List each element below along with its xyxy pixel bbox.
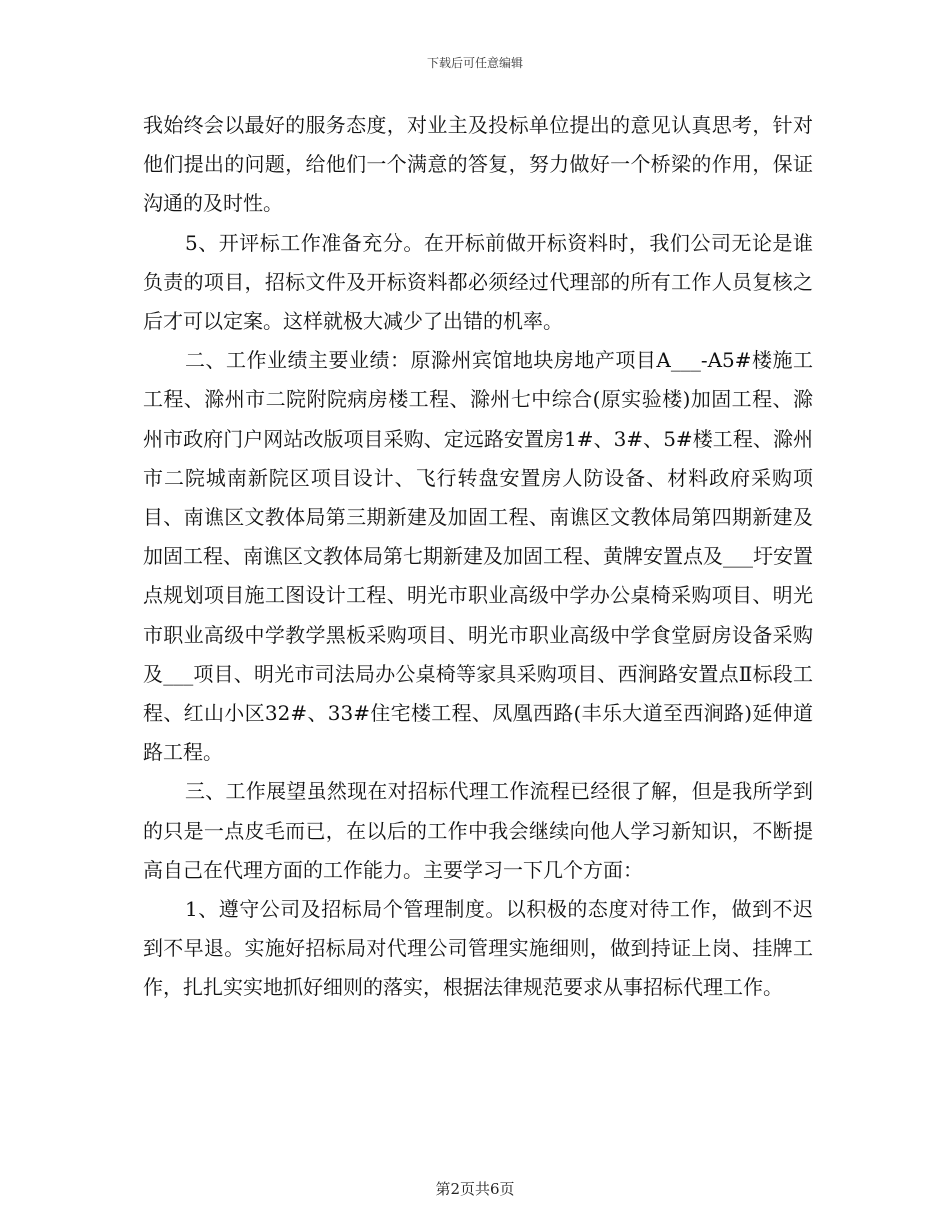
paragraph-comply-rules: 1、遵守公司及招标局个管理制度。以积极的态度对待工作，做到不迟到不早退。实施好招标局对代理公司管理实施细则，做到持证上岗、挂牌工作，扎扎实实地抓好细则的落实，根据法律规范要求从事招标代理工作。 xyxy=(143,897,813,1000)
paragraph-work-outlook: 三、工作展望虽然现在对招标代理工作流程已经很了解，但是我所学到的只是一点皮毛而已，在以后的工作中我会继续向他人学习新知识，不断提高自己在代理方面的工作能力。主要学习一下几个方面： xyxy=(143,779,813,882)
paragraph-bid-preparation: 5、开评标工作准备充分。在开标前做开标资料时，我们公司无论是谁负责的项目，招标文件及开标资料都必须经过代理部的所有工作人员复核之后才可以定案。这样就极大减少了出错的机率。 xyxy=(143,230,813,334)
page-footer: 第2页共6页 xyxy=(435,1180,515,1198)
paragraph-service-attitude: 我始终会以最好的服务态度，对业主及投标单位提出的意见认真思考，针对他们提出的问题，给他们一个满意的答复，努力做好一个桥梁的作用，保证沟通的及时性。 xyxy=(143,113,813,216)
page-header: 下载后可任意编辑 xyxy=(426,56,523,70)
paragraph-work-achievements: 二、工作业绩主要业绩：原滁州宾馆地块房地产项目A___-A5#楼施工工程、滁州市二院附院病房楼工程、滁州七中综合(原实验楼)加固工程、滁州市政府门户网站改版项目采购、定远路安置房1#、3#、5#楼工程、滁州市二院城南新院区项目设计、飞行转盘安置房人防设备、材料政府采购项目、南谯区文教体局第三期新建及加固工程、南谯区文教体局第四期新建及加固工程、南谯区文教体局第七期新建及加固工程、黄牌安置点及___圩安置点规划项目施工图设计工程、明光市职业高级中学办公桌椅采购项目、明光市职业高级中学教学黑板采购项目、明光市职业高级中学食堂厨房设备采购及___项目、明光市司法局办公桌椅等家具采购项目、西涧路安置点Ⅱ标段工程、红山小区32#、33#住宅楼工程、凤凰西路(丰乐大道至西涧路)延伸道路工程。 xyxy=(143,348,813,765)
document-body xyxy=(143,106,813,1008)
